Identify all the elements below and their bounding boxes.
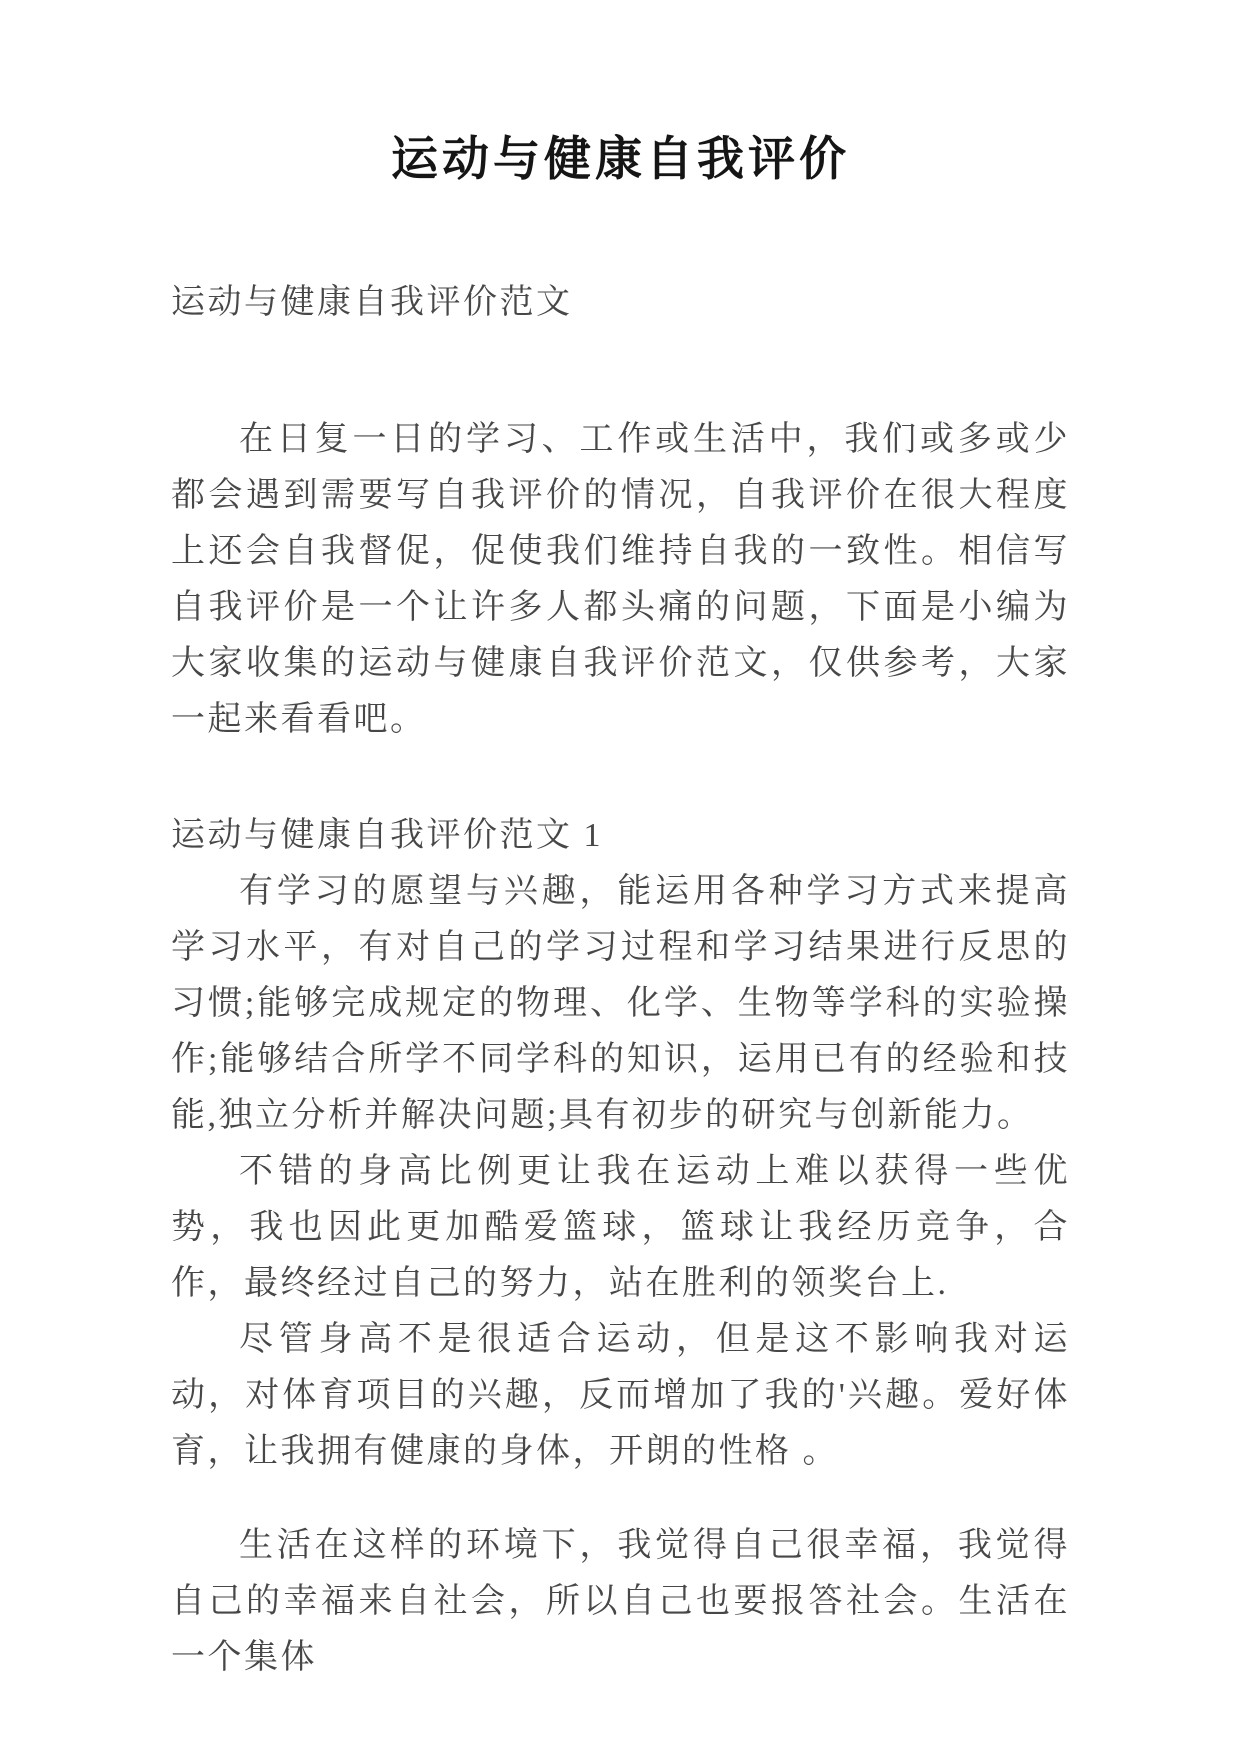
document-title: 运动与健康自我评价 [391, 134, 850, 186]
paragraph: 在日复一日的学习、工作或生活中，我们或多或少都会遇到需要写自我评价的情况，自我评价在很大程度上还会自我督促，促使我们维持自我的一致性。相信写自我评价是一个让许多人都头痛的问题，下面是小编为大家收集的运动与健康自我评价范文，仅供参考，大家一起来看看吧。 [171, 421, 1070, 738]
paragraph: 尽管身高不是很适合运动，但是这不影响我对运动，对体育项目的兴趣，反而增加了我的'兴趣。爱好体育，让我拥有健康的身体，开朗的性格 。 [171, 1321, 1070, 1470]
paragraph: 运动与健康自我评价范文 1 [171, 817, 603, 854]
paragraph: 有学习的愿望与兴趣，能运用各种学习方式来提高学习水平，有对自己的学习过程和学习结果进行反思的习惯;能够完成规定的物理、化学、生物等学科的实验操作;能够结合所学不同学科的知识，运用已有的经验和技能,独立分析并解决问题;具有初步的研究与创新能力。 [171, 873, 1070, 1134]
paragraph: 生活在这样的环境下，我觉得自己很幸福，我觉得自己的幸福来自社会，所以自己也要报答社会。生活在一个集体 [171, 1527, 1070, 1676]
paragraph: 不错的身高比例更让我在运动上难以获得一些优势，我也因此更加酷爱篮球，篮球让我经历竞争，合作，最终经过自己的努力，站在胜利的领奖台上. [171, 1153, 1070, 1302]
document-body [171, 275, 1070, 1686]
paragraph: 运动与健康自我评价范文 [171, 284, 573, 321]
